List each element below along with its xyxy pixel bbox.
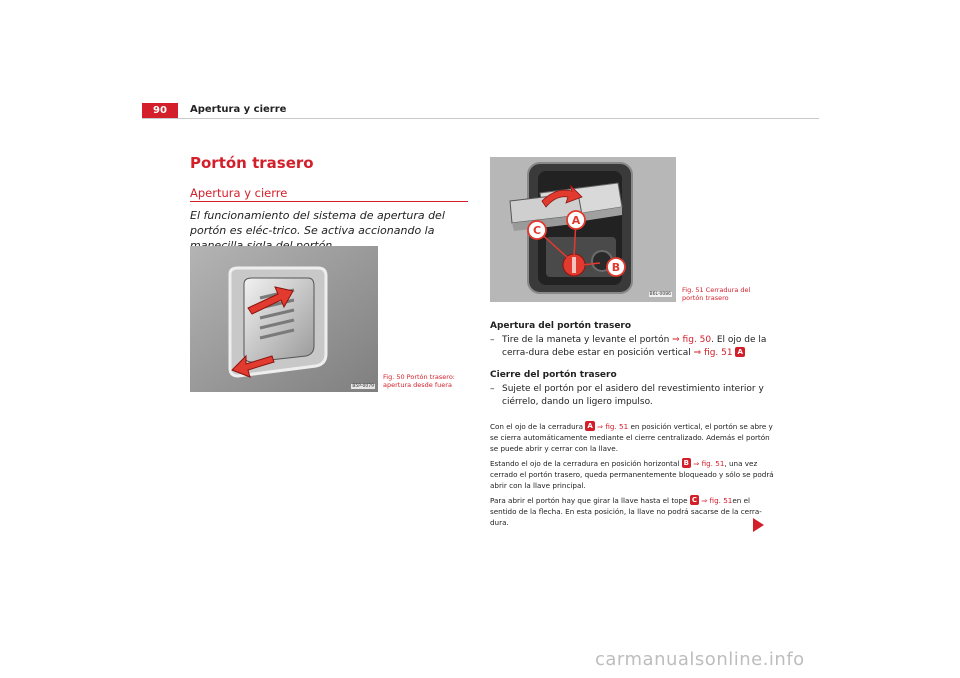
figure-51-image <box>490 157 676 302</box>
figure-code: B5P-0079 <box>352 384 374 389</box>
lock-label-a: A <box>571 214 581 227</box>
figure-51-caption: Fig. 51 Cerradura del portón trasero <box>682 286 751 302</box>
closing-step <box>490 383 775 409</box>
running-title: Apertura y cierre <box>190 104 287 115</box>
header-rule <box>142 118 819 119</box>
opening-text-1: Tire de la maneta y levante el portón <box>502 335 673 345</box>
subsection-rule <box>190 201 468 202</box>
note-paragraph-2 <box>490 458 775 491</box>
intro-text: El funcionamiento del sistema de apertura del portón es eléc-trico. Se activa accionando la <box>190 209 445 237</box>
section-title: Portón trasero <box>190 154 314 172</box>
note-text: , una vez cerrado el portón trasero, queda permanentemente bloqueado y sólo se podrá abrir con la llave principal. <box>490 459 774 490</box>
note-text: en posición vertical, el portón se abre y se cierra automáticamente mediante el cierre centralizado. Además el portón se puede abrir y cerrar con la llave. <box>490 422 773 453</box>
tailgate-handle-illustration <box>190 246 378 392</box>
note-text: Estando el ojo de la cerradura en posición horizontal <box>490 459 682 468</box>
note-text: Con el ojo de la cerradura <box>490 422 586 431</box>
list-dash: – <box>490 384 495 394</box>
watermark: carmanualsonline.info <box>595 649 805 670</box>
next-page-arrow-icon[interactable] <box>753 518 764 532</box>
note-text: en el sentido de la flecha. En esta posición, la llave no podrá sacarse de la cerra-dura. <box>490 496 762 527</box>
note-paragraph-1 <box>490 421 775 454</box>
label-tag: C <box>691 496 697 504</box>
figure-reference-link[interactable]: ⇒ fig. 51 <box>594 422 629 431</box>
list-dash: – <box>490 335 495 345</box>
subsection-title: Apertura y cierre <box>190 186 288 200</box>
figure-reference-link[interactable]: ⇒ fig. 50 <box>672 335 712 345</box>
figure-reference-link[interactable]: ⇒ fig. 51 <box>691 459 725 468</box>
page-number: 90 <box>142 103 178 118</box>
opening-step <box>490 334 775 360</box>
figure-50-image <box>190 246 378 392</box>
figure-reference-link[interactable]: ⇒ fig. 51 <box>693 348 733 358</box>
figure-50-caption: Fig. 50 Portón trasero: apertura desde fuera <box>383 373 456 389</box>
label-tag: A <box>737 348 743 356</box>
note-text: Para abrir el portón hay que girar la llave hasta el tope <box>490 496 690 505</box>
closing-heading: Cierre del portón trasero <box>490 370 617 380</box>
figure-reference-link[interactable]: ⇒ fig. 51 <box>698 496 733 505</box>
closing-text: Sujete el portón por el asidero del revestimiento interior y ciérrelo, dando un ligero impulso. <box>502 384 764 407</box>
lock-label-b: B <box>611 261 621 274</box>
lock-label-c: C <box>532 224 542 237</box>
label-tag: A <box>587 422 593 430</box>
tailgate-lock-illustration <box>490 157 676 302</box>
figure-code: B6L-0086 <box>649 292 671 297</box>
opening-text-2: . El ojo de la cerra-dura debe estar en posición vertical <box>502 335 767 358</box>
label-tag: B <box>683 459 689 467</box>
opening-heading: Apertura del portón trasero <box>490 321 632 331</box>
note-paragraph-3 <box>490 495 775 528</box>
